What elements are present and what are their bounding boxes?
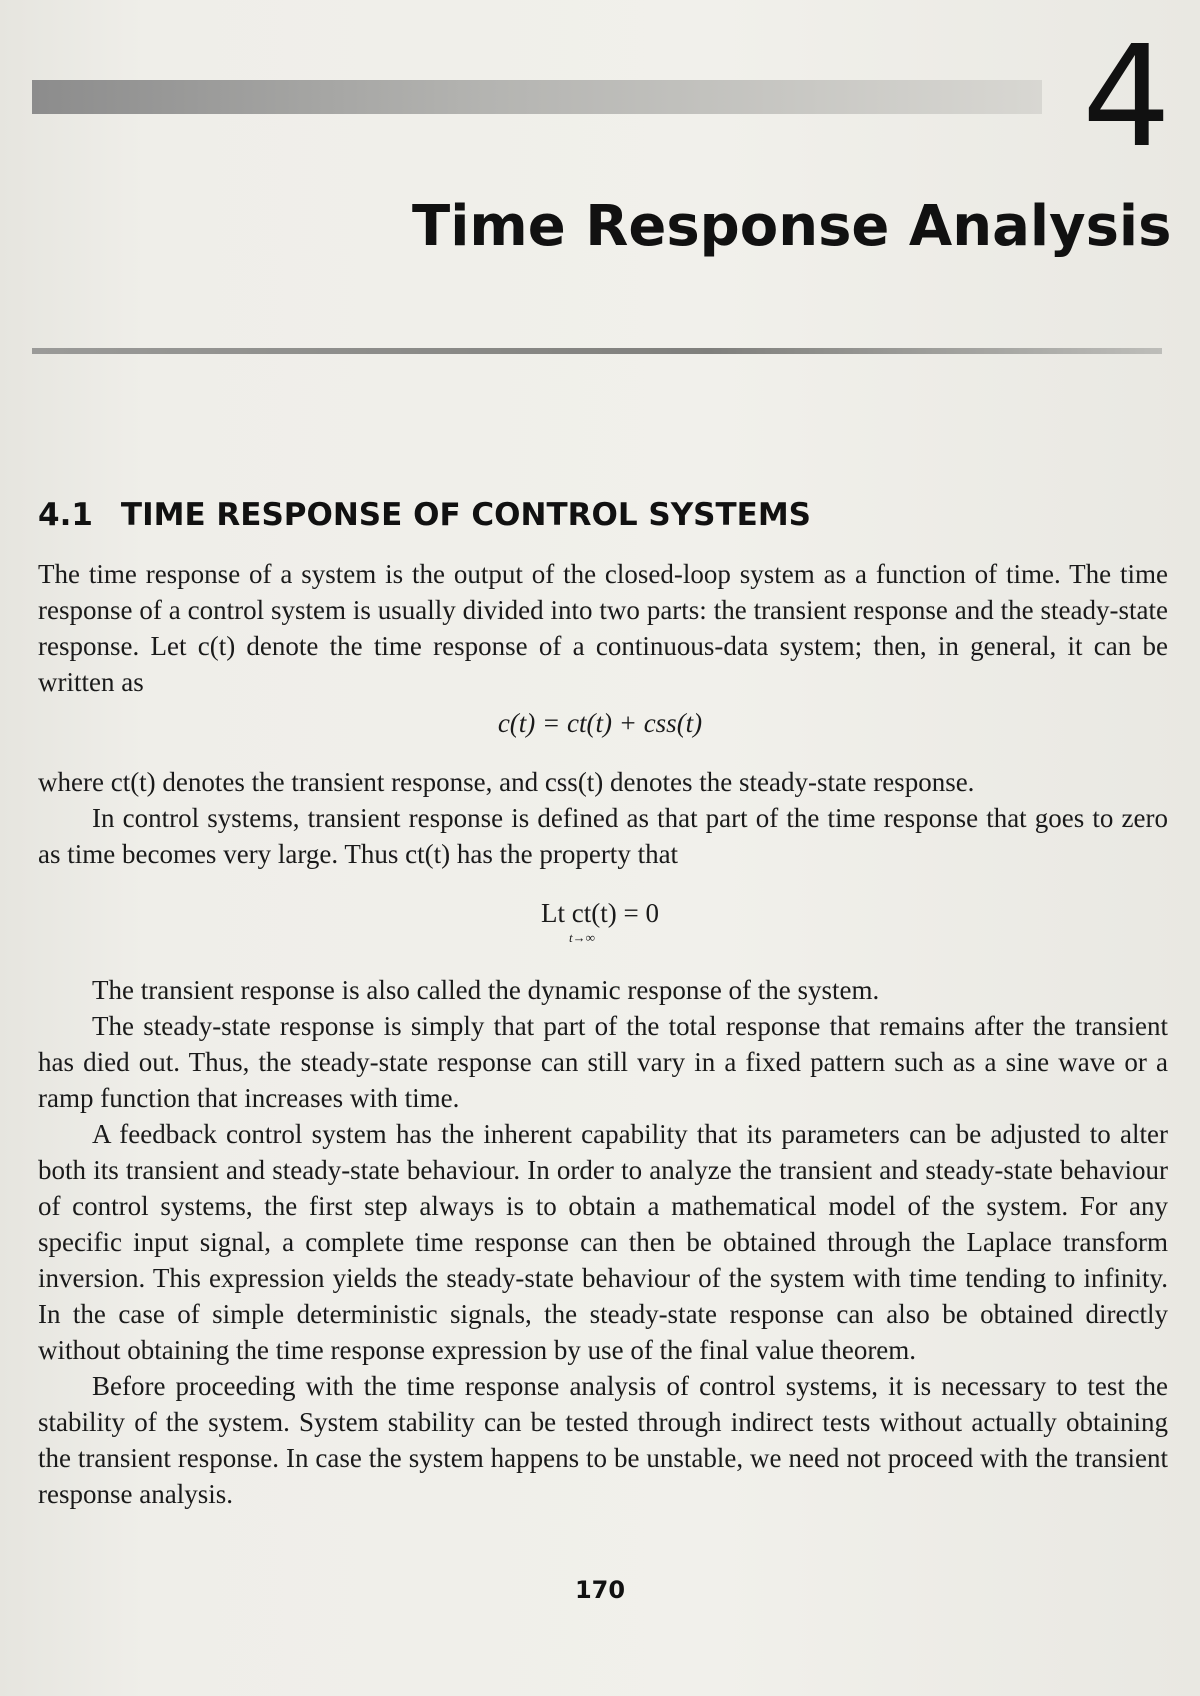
chapter-number: 4 [1082, 16, 1172, 179]
equation-limit-main: Lt ct(t) = 0 [541, 898, 659, 928]
section-number: 4.1 [38, 497, 93, 533]
section-title: TIME RESPONSE OF CONTROL SYSTEMS [120, 497, 811, 533]
chapter-title: Time Response Analysis [412, 194, 1172, 259]
intro-paragraph [38, 556, 1168, 700]
main-body-text [38, 972, 1168, 1512]
equation-limit [0, 898, 1200, 945]
page-number: 170 [574, 1576, 626, 1604]
paragraph-stability: Before proceeding with the time response analysis of control systems, it is necessary to test the stability of the system. System stability can be tested through indirect tests without actually obtaining the transient response. In case the system happens to be unstable, we need not proceed with the transient response analysis. [38, 1371, 1168, 1509]
paragraph-transient-definition: In control systems, transient response is defined as that part of the time response that goes to zero as time becomes very large. Thus ct(t) has the property that [38, 803, 1168, 869]
paragraph-steady-state: The steady-state response is simply that part of the total response that remains after the transient has died out. Thus, the steady-state response can still vary in a fixed pattern such as a sine wave or a ramp function that increases with time. [38, 1011, 1168, 1113]
transient-definition-block [38, 764, 1168, 872]
section-heading [38, 497, 811, 533]
paragraph-time-response: The time response of a system is the output of the closed-loop system as a function of time. The time response of a control system is usually divided into two parts: the transient response and the steady-state response. Let c(t) denote the time response of a continuous-data system; then, in general, it can be written as [38, 559, 1168, 697]
chapter-title-rule [32, 348, 1162, 354]
equation-limit-subscript: t→∞ [569, 930, 595, 945]
paragraph-feedback-control: A feedback control system has the inherent capability that its parameters can be adjusted to alter both its transient and steady-state behaviour. In order to analyze the transient and steady-state behaviour of control systems, the first step always is to obtain a mathematical model of the system. For any specific input signal, a complete time response can then be obtained through the Laplace transform inversion. This expression yields the steady-state behaviour of the system with time tending to infinity. In the case of simple deterministic signals, the steady-state response can also be obtained directly without obtaining the time response expression by use of the final value theorem. [38, 1119, 1168, 1365]
paragraph-dynamic-response: The transient response is also called the dynamic response of the system. [92, 975, 880, 1005]
equation-time-response: c(t) = ct(t) + css(t) [497, 708, 703, 738]
chapter-header-bar [32, 80, 1042, 114]
paragraph-where: where ct(t) denotes the transient response, and css(t) denotes the steady-state response. [38, 767, 975, 797]
